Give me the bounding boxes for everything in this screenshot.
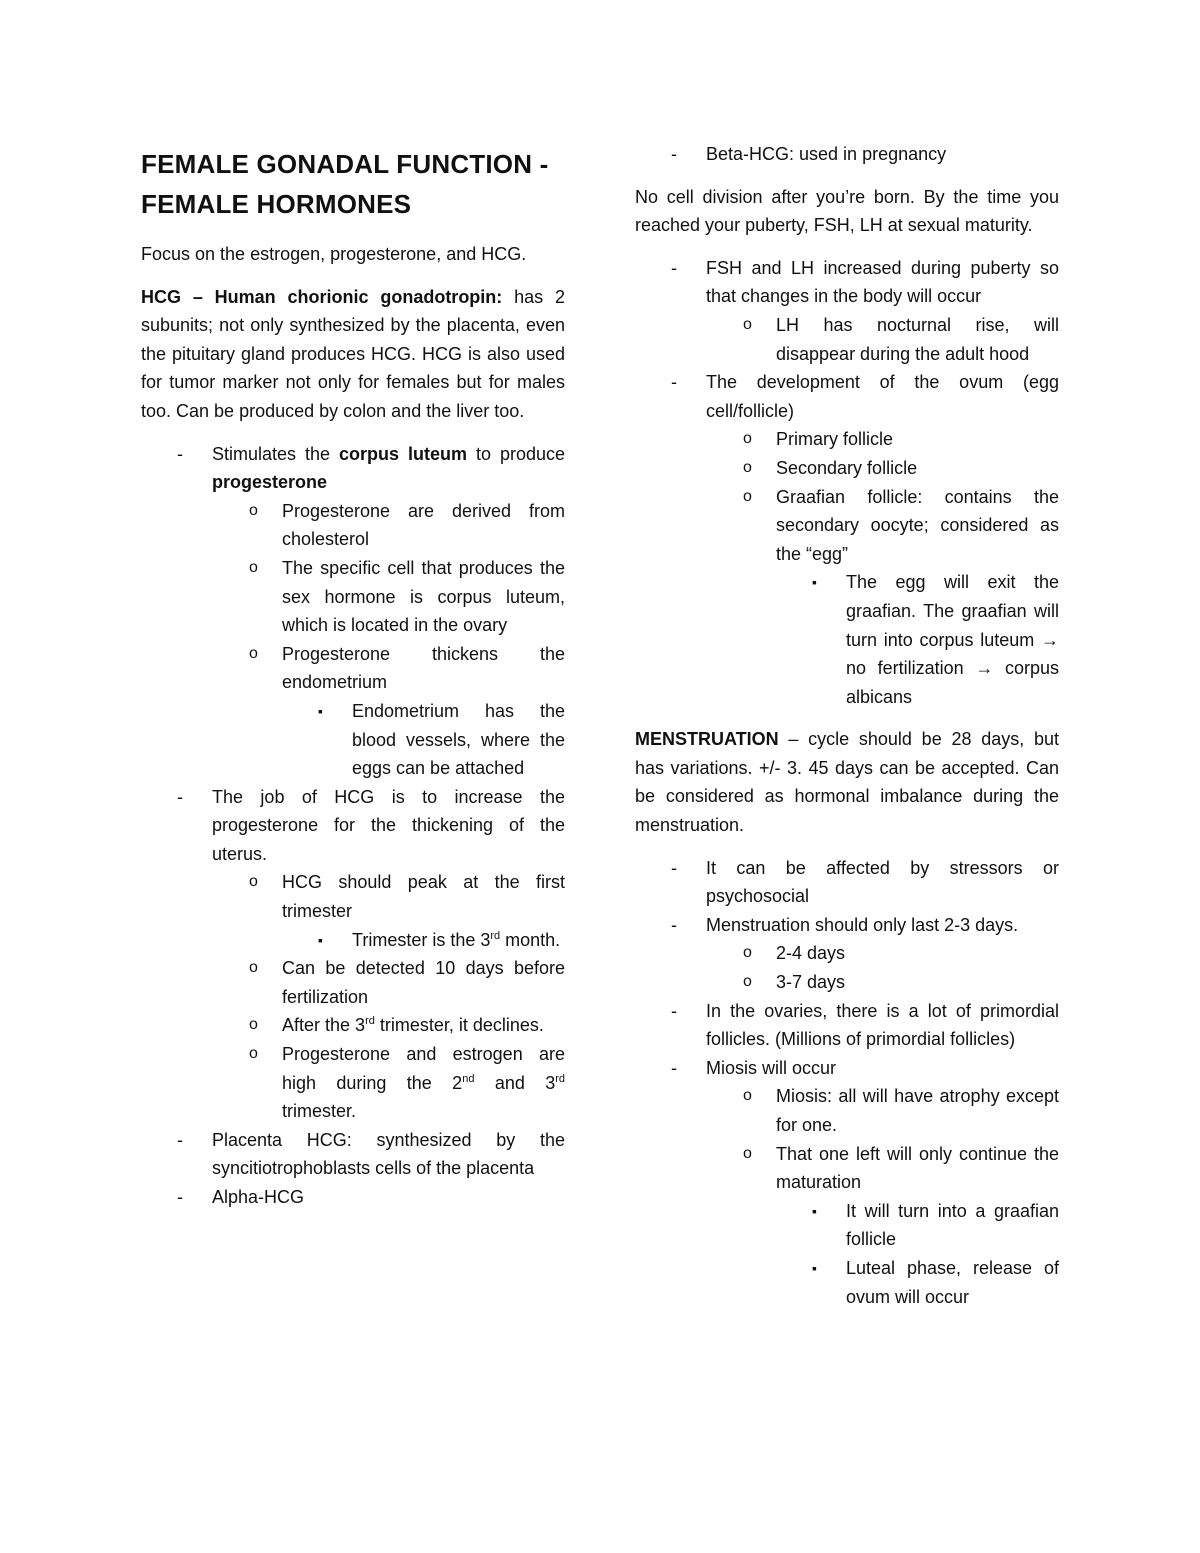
hcg-term: HCG – Human chorionic gonadotropin: xyxy=(141,286,503,307)
circle-bullet: o xyxy=(743,458,752,476)
item-bold-text: corpus luteum xyxy=(339,443,468,464)
right-arrow-icon: → xyxy=(975,658,994,679)
dash-bullet: - xyxy=(671,144,677,164)
item-text: That one left will only continue the maturation xyxy=(776,1143,1059,1193)
item-bold-text: progesterone xyxy=(212,472,328,493)
circle-bullet: o xyxy=(743,487,752,505)
list-item xyxy=(141,440,565,497)
item-text: LH has nocturnal rise, will disappear during the adult hood xyxy=(776,314,1059,364)
superscript: nd xyxy=(462,1072,475,1085)
title-line-2: FEMALE HORMONES xyxy=(141,189,412,219)
menstruation-text: – cycle should be 28 days, but has variations. +/- 3. 45 days can be accepted. Can be considered as hormonal imbalance during the menstruation. xyxy=(635,729,1059,836)
item-text: The egg will exit the graafian. The graafian will turn into corpus luteum xyxy=(846,572,1059,650)
left-column xyxy=(141,140,565,1226)
item-text: Alpha-HCG xyxy=(212,1187,305,1207)
superscript: rd xyxy=(365,1015,375,1028)
circle-bullet: o xyxy=(249,1016,258,1034)
item-text: month. xyxy=(500,929,561,950)
list-item xyxy=(141,1011,565,1040)
circle-bullet: o xyxy=(743,944,752,962)
item-text: Beta-HCG: used in pregnancy xyxy=(706,144,947,164)
square-bullet: ▪ xyxy=(812,574,817,591)
item-text: Secondary follicle xyxy=(776,457,918,478)
item-text: Trimester is the 3 xyxy=(352,929,491,950)
item-text: Miosis: all will have atrophy except for one. xyxy=(776,1086,1059,1135)
title-line-1: FEMALE GONADAL FUNCTION - xyxy=(141,149,549,179)
list-item xyxy=(141,1126,565,1183)
circle-bullet: o xyxy=(743,1144,752,1162)
list-item xyxy=(635,911,1059,940)
list-item xyxy=(635,1197,1059,1254)
list-item xyxy=(635,368,1059,425)
square-bullet: ▪ xyxy=(812,1202,817,1219)
square-bullet: ▪ xyxy=(318,702,323,719)
list-item xyxy=(141,497,565,554)
circle-bullet: o xyxy=(743,1087,752,1105)
focus-paragraph: Focus on the estrogen, progesterone, and HCG. xyxy=(141,244,527,264)
item-text: trimester. xyxy=(282,1101,357,1122)
item-text: The development of the ovum (egg cell/follicle) xyxy=(706,372,1059,421)
list-item xyxy=(635,311,1059,368)
list-item xyxy=(141,1183,565,1212)
list-item xyxy=(635,425,1059,454)
list-item xyxy=(635,568,1059,711)
item-text: The specific cell that produces the sex hormone is corpus luteum, which is located in the ovary xyxy=(282,557,565,636)
list-item xyxy=(635,939,1059,968)
item-text: Stimulates the xyxy=(212,443,340,464)
circle-bullet: o xyxy=(249,959,258,977)
item-text: After the 3 xyxy=(282,1015,366,1036)
item-text: Menstruation should only last 2-3 days. xyxy=(706,914,1019,935)
square-bullet: ▪ xyxy=(318,931,323,948)
list-item xyxy=(635,483,1059,569)
list-item xyxy=(635,254,1059,311)
list-item xyxy=(635,997,1059,1054)
list-item xyxy=(635,454,1059,483)
item-text: Can be detected 10 days before fertilization xyxy=(282,958,565,1007)
cell-division-paragraph: No cell division after you’re born. By the time you reached your puberty, FSH, LH at sexual maturity. xyxy=(635,186,1059,236)
list-item xyxy=(635,1082,1059,1139)
item-text: Progesterone thickens the endometrium xyxy=(282,643,565,693)
list-item xyxy=(635,140,1059,169)
list-item xyxy=(141,697,565,783)
right-column xyxy=(635,140,1059,1325)
item-text: In the ovaries, there is a lot of primordial follicles. (Millions of primordial follicles) xyxy=(706,1000,1059,1050)
item-text: Primary follicle xyxy=(776,429,894,450)
dash-bullet: - xyxy=(177,1187,183,1207)
item-text: no fertilization xyxy=(846,658,976,679)
list-item xyxy=(635,1254,1059,1311)
circle-bullet: o xyxy=(249,873,258,891)
right-arrow-icon: → xyxy=(1041,629,1059,650)
item-text: Endometrium has the blood vessels, where the eggs can be attached xyxy=(352,700,565,779)
hcg-definition-text: has 2 subunits; not only synthesized by the placenta, even the pituitary gland produces HCG. HCG is also used for tumor marker not only for females but for males too. Can be produced by colon and the liver too. xyxy=(141,286,565,421)
menstruation-paragraph xyxy=(635,725,1059,839)
menstruation-term: MENSTRUATION xyxy=(635,729,779,750)
item-text: Luteal phase, release of ovum will occur xyxy=(846,1257,1059,1307)
item-text: Placenta HCG: synthesized by the syncitiotrophoblasts cells of the placenta xyxy=(212,1129,565,1179)
circle-bullet: o xyxy=(743,315,752,333)
item-text: It will turn into a graafian follicle xyxy=(846,1200,1059,1250)
item-text: It can be affected by stressors or psychosocial xyxy=(706,857,1059,907)
item-text: The job of HCG is to increase the progesterone for the thickening of the uterus. xyxy=(212,786,565,864)
circle-bullet: o xyxy=(249,644,258,662)
item-text: to produce xyxy=(467,443,566,464)
item-text: and 3 xyxy=(474,1072,556,1093)
list-item xyxy=(141,640,565,697)
circle-bullet: o xyxy=(249,558,258,576)
document-title xyxy=(141,144,565,224)
list-item xyxy=(141,554,565,640)
list-item xyxy=(635,1140,1059,1197)
item-text: Progesterone and estrogen are high during the 2 xyxy=(282,1044,565,1093)
square-bullet: ▪ xyxy=(812,1259,817,1276)
item-text: Miosis will occur xyxy=(706,1057,837,1078)
circle-bullet: o xyxy=(743,973,752,991)
dash-bullet: - xyxy=(671,1057,677,1078)
list-item xyxy=(141,926,565,955)
item-text: 2-4 days xyxy=(776,943,846,964)
hcg-list xyxy=(141,440,565,1212)
list-item xyxy=(141,954,565,1011)
list-item xyxy=(141,1040,565,1126)
item-text: Graafian follicle: contains the secondary oocyte; considered as the “egg” xyxy=(776,486,1059,564)
dash-bullet: - xyxy=(177,1129,183,1150)
dash-bullet: - xyxy=(671,372,677,393)
list-item xyxy=(141,868,565,925)
dash-bullet: - xyxy=(671,257,677,278)
item-text: HCG should peak at the first trimester xyxy=(282,872,565,922)
dash-bullet: - xyxy=(671,914,677,935)
circle-bullet: o xyxy=(743,430,752,448)
superscript: rd xyxy=(490,929,501,942)
item-text: corpus albicans xyxy=(846,658,1060,707)
list-item xyxy=(635,968,1059,997)
dash-bullet: - xyxy=(671,857,677,878)
circle-bullet: o xyxy=(249,1045,258,1063)
circle-bullet: o xyxy=(249,501,258,519)
item-text: trimester, it declines. xyxy=(374,1015,544,1036)
dash-bullet: - xyxy=(177,443,183,464)
hcg-definition-paragraph xyxy=(141,283,565,426)
dash-bullet: - xyxy=(177,786,183,807)
list-item xyxy=(141,783,565,869)
menstruation-list xyxy=(635,854,1059,1312)
superscript: rd xyxy=(555,1072,566,1085)
dash-bullet: - xyxy=(671,1000,677,1021)
list-item xyxy=(635,1054,1059,1083)
item-text: FSH and LH increased during puberty so that changes in the body will occur xyxy=(706,257,1059,307)
hcg-subunit-list xyxy=(635,140,1059,169)
puberty-list xyxy=(635,254,1059,712)
item-text: 3-7 days xyxy=(776,972,846,993)
list-item xyxy=(635,854,1059,911)
item-text: Progesterone are derived from cholesterol xyxy=(282,500,565,550)
